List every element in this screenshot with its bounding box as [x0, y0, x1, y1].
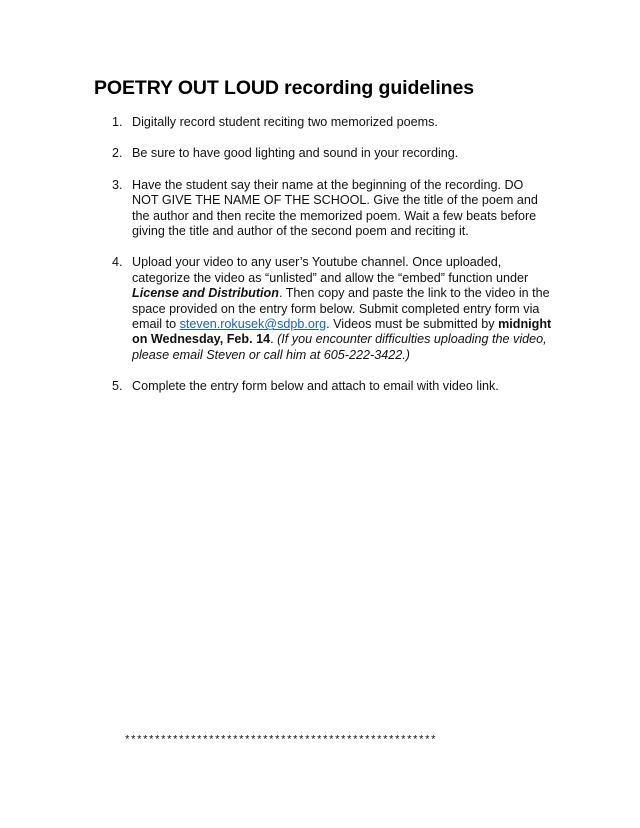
list-item: [112, 255, 552, 363]
contact-note: (If you encounter difficulties uploading the video, please email Steven or call him at 605-222-3422.): [132, 332, 547, 362]
guidelines-list: [112, 115, 552, 411]
list-item-text: Have the student say their name at the beginning of the recording. DO NOT GIVE THE NAME OF THE SCHOOL. Give the title of the poem and the author and then recite the memorized poem. Wait a few beats before giving the title and author of the second poem and reciting it.: [132, 177, 538, 239]
item-text-segment: . Then copy and paste the link to the video in the space provided on the entry form below. Submit completed entry form via email to: [132, 286, 550, 332]
item-text-segment: . Videos must be submitted by: [326, 317, 499, 332]
list-item-text: [132, 255, 552, 363]
separator-line: ****************************************************: [124, 735, 437, 747]
item-text-segment: .: [270, 332, 278, 347]
list-item-text: Complete the entry form below and attach to email with video link.: [132, 379, 499, 394]
list-item-number: 5.: [112, 379, 123, 394]
email-link[interactable]: steven.rokusek@sdpb.org: [179, 317, 327, 332]
list-item: [112, 146, 552, 161]
deadline-text: midnight on Wednesday, Feb. 14: [132, 317, 552, 347]
list-item-text: Digitally record student reciting two memorized poems.: [132, 115, 438, 129]
item-text-segment: Upload your video to any user’s Youtube channel. Once uploaded, categorize the video as “unlisted” and allow the “embed” function under: [132, 255, 529, 285]
list-item-number: 2.: [112, 146, 123, 161]
list-item-number: 1.: [112, 115, 123, 129]
list-item: [112, 178, 552, 240]
list-item-text: Be sure to have good lighting and sound in your recording.: [132, 146, 459, 161]
page-title: POETRY OUT LOUD recording guidelines: [94, 77, 474, 99]
list-item: [112, 379, 552, 394]
license-distribution-emphasis: License and Distribution: [132, 286, 279, 301]
list-item-number: 4.: [112, 255, 123, 270]
list-item: [112, 115, 552, 130]
list-item-number: 3.: [112, 177, 123, 192]
